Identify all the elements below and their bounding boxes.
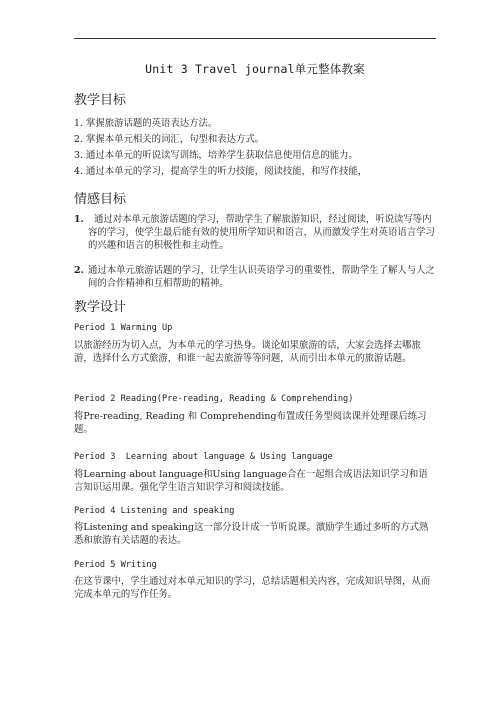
period-description: 将Pre-reading, Reading 和 Comprehending布置成任务型阅读课并处理课后练习题。	[74, 411, 427, 435]
affective-text: 通过本单元旅游话题的学习，让学生认识英语学习的重要性，帮助学生了解人与人之间的合作精神和互相帮助的精神。	[88, 265, 435, 289]
item-number: 3.	[74, 150, 83, 161]
objective-text: 掌握本单元相关的词汇，句型和表达方式。	[86, 134, 265, 145]
period-description: 以旅游经历为切入点，为本单元的学习热身。谈论如果旅游的话，大家会选择去哪旅游，选择什么方式旅游，和谁一起去旅游等等问题，从而引出本单元的旅游话题。	[74, 340, 421, 364]
objective-item	[74, 166, 434, 178]
period-title: Period 3 Learning about language & Using language	[74, 452, 333, 462]
period-title: Period 1 Warming Up	[74, 323, 173, 333]
period-title: Period 5 Writing	[74, 560, 157, 570]
objective-item	[74, 134, 434, 146]
design-heading: 教学设计	[74, 300, 127, 315]
period-description: 在这节课中，学生通过对本单元知识的学习，总结话题相关内容，完成知识导图，从而完成本单元的写作任务。	[74, 576, 431, 600]
item-number: 1.	[74, 118, 83, 129]
objective-item	[74, 150, 434, 162]
period-description: 将Learning about language和Using language合在一起组合成语法知识学习和语言知识运用课。强化学生语言知识学习和阅读技能。	[74, 469, 428, 493]
period-title: Period 4 Listening and speaking	[74, 506, 235, 516]
objective-text: 掌握旅游话题的英语表达方法。	[86, 118, 218, 129]
objective-text: 通过本单元的学习，提高学生的听力技能，阅读技能，和写作技能，	[86, 166, 368, 177]
header-rule	[74, 38, 436, 39]
objectives-heading: 教学目标	[74, 93, 127, 108]
affective-item	[74, 213, 436, 252]
affective-item	[74, 264, 436, 290]
objective-item	[74, 118, 434, 130]
item-number: 2.	[74, 265, 84, 276]
document-title: Unit 3 Travel journal单元整体教案	[145, 62, 365, 76]
item-number: 4.	[74, 166, 83, 177]
affective-text: 通过对本单元旅游话题的学习，帮助学生了解旅游知识，经过阅读，听说读写等内容的学习，使学生最后能有效的使用所学知识和语言，从而激发学生对英语语言学习的兴趣和语言的积极性和主动性。	[88, 214, 435, 251]
affective-heading: 情感目标	[74, 192, 127, 207]
item-number: 1.	[74, 214, 84, 225]
objective-text: 通过本单元的听说读写训练，培养学生获取信息使用信息的能力。	[86, 150, 358, 161]
period-title: Period 2 Reading(Pre-reading, Reading & Comprehending)	[74, 394, 354, 404]
item-number: 2.	[74, 134, 83, 145]
period-description: 将Listening and speaking这一部分设计成一节听说课。激励学生通过多听的方式熟悉和旅游有关话题的表达。	[74, 522, 429, 546]
